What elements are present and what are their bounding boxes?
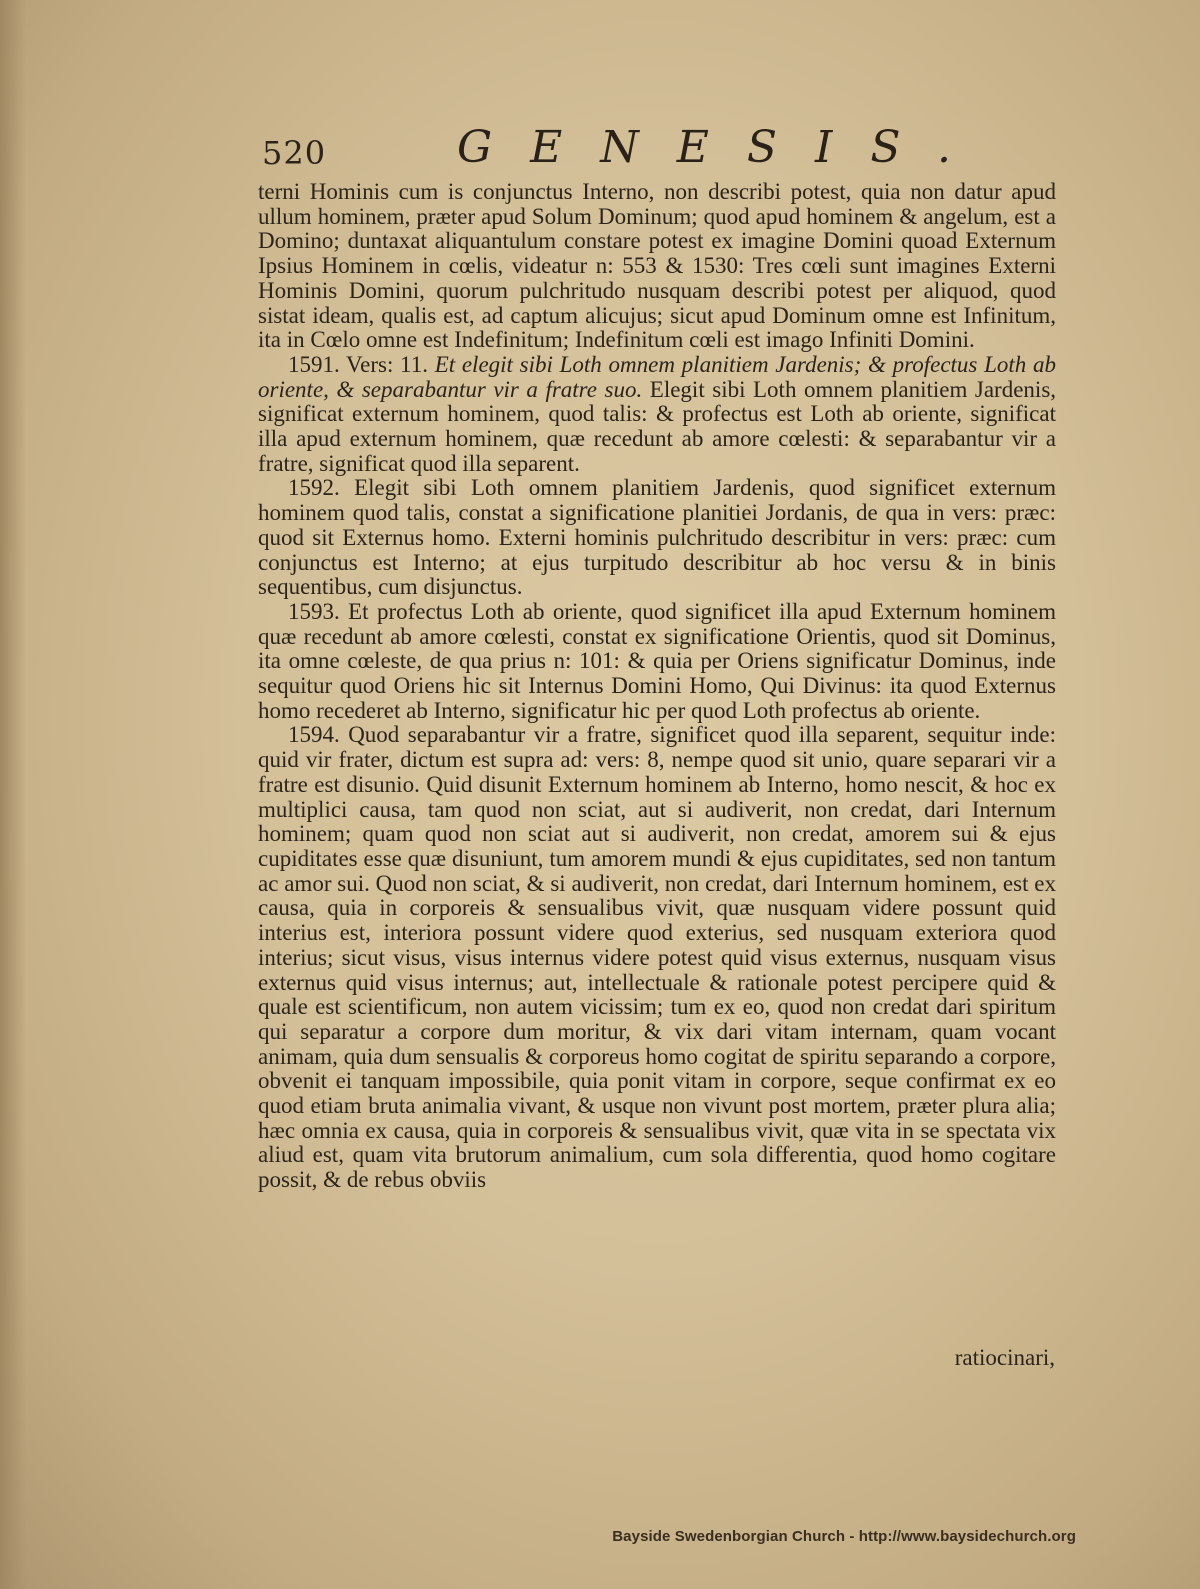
verse-explanation: Elegit sibi Loth omnem planitiem Jardenis, significat externum hominem, quod talis: & profectus est Loth ab oriente, significat illa apud externum hominem, quæ recedunt ab amore cœlesti: & separabantur vir a fratre, significat quod illa separent. (258, 376, 1057, 476)
paragraph-1594: 1594. Quod separabantur vir a fratre, significet quod illa separent, sequitur inde: quid vir frater, dictum est supra ad: vers: 8, nempe quod sit unio, quare separari vir a fratre est disunio. Quid disunit Externum hominem ab Interno, homo nescit, & hoc ex multiplici causa, tam quod non sciat, aut si audiverit, non credat, dari Internum hominem; quam quod non sciat aut si audiverit, non credat, amorem sui & ejus cupiditates esse quæ disuniunt, tum amorem mundi & ejus cupiditates, sed non tantum ac amor sui. Quod non sciat, & si audiverit, non credat, dari Internum hominem, est ex causa, quia in corporeis & sensualibus vivit, quæ nusquam videre possunt quid interius est, interiora possunt videre quod exterius, sed nusquam exteriora quod interius; sicut visus, visus internus videre potest quid visus externus, nusquam visus externus quid visus internus; aut, intellectuale & rationale potest percipere quid & quale est scientificum, non autem vicissim; tum ex eo, quod non credat dari spiritum qui separatur a corpore dum moritur, & vix dari vitam internam, quam vocant animam, quia dum sensualis & corporeus homo cogitat de spiritu separando a corpore, obvenit ei tanquam impossibile, quia ponit vitam in corpore, seque confirmat ex eo quod etiam bruta animalia vivant, & usque non vivunt post mortem, præter plura alia; hæc omnia ex causa, quia in corporeis & sensualibus vivit, quæ vita in se spectata vix aliud est, quam vita brutorum animalium, cum sola differentia, quod homo cogitare possit, & de rebus obviis (258, 722, 1056, 1193)
paragraph-1593: 1593. Et profectus Loth ab oriente, quod significet illa apud Externum hominem quæ recedunt ab amore cœlesti, constat ex significatione Orientis, quod sit Dominus, ita omne cœleste, de qua prius n: 101: & quia per Oriens significatur Dominus, inde sequitur quod Oriens hic sit Internus Domini Homo, Qui Divinus: ita quod Externus homo recederet ab Interno, significatur hic per quod Loth profectus ab oriente. (258, 598, 1056, 723)
catchword: ratiocinari, (954, 1345, 1055, 1370)
paragraph-continued: terni Hominis cum is conjunctus Interno, non describi potest, quia non datur apud ullum hominem, præter apud Solum Dominum; quod apud hominem & angelum, est a Domino; duntaxat aliquantulum constare potest ex imagine Domini quoad Externum Ipsius Hominem in cœlis, videatur n: 553 & 1530: Tres cœli sunt imagines Externi Hominis Domini, quorum pulchritudo nusquam describi potest per aliquod, quod sistat ideam, qualis est, ad captum alicujus; sicut apud Dominum omne est Infinitum, ita in Cœlo omne est Indefinitum; Indefinitum cœli est imago Infiniti Domini. (258, 179, 1056, 353)
running-title: GENESIS. (457, 122, 989, 173)
page-number: 520 (262, 134, 327, 172)
verse-quotation: Et elegit sibi Loth omnem planitiem Jardenis; & profectus Loth ab oriente, & separabantur vir a fratre suo. (258, 351, 1057, 402)
page-gutter-shadow (0, 0, 26, 1589)
body-text (258, 180, 1056, 1193)
paragraph-1591 (258, 353, 1056, 477)
source-watermark: Bayside Swedenborgian Church - http://www.baysidechurch.org (612, 1528, 1076, 1545)
paragraph-1592: 1592. Elegit sibi Loth omnem planitiem Jardenis, quod significet externum hominem quod talis, constat a significatione planitiei Jordanis, de qua in vers: præc: quod sit Externus homo. Externi hominis pulchritudo describitur in vers: præc: cum conjunctus est Interno; at ejus turpitudo describitur ab hoc versu & in binis sequentibus, cum disjunctus. (258, 475, 1056, 600)
page-header (262, 122, 989, 182)
verse-reference: 1591. Vers: 11. (288, 351, 428, 377)
